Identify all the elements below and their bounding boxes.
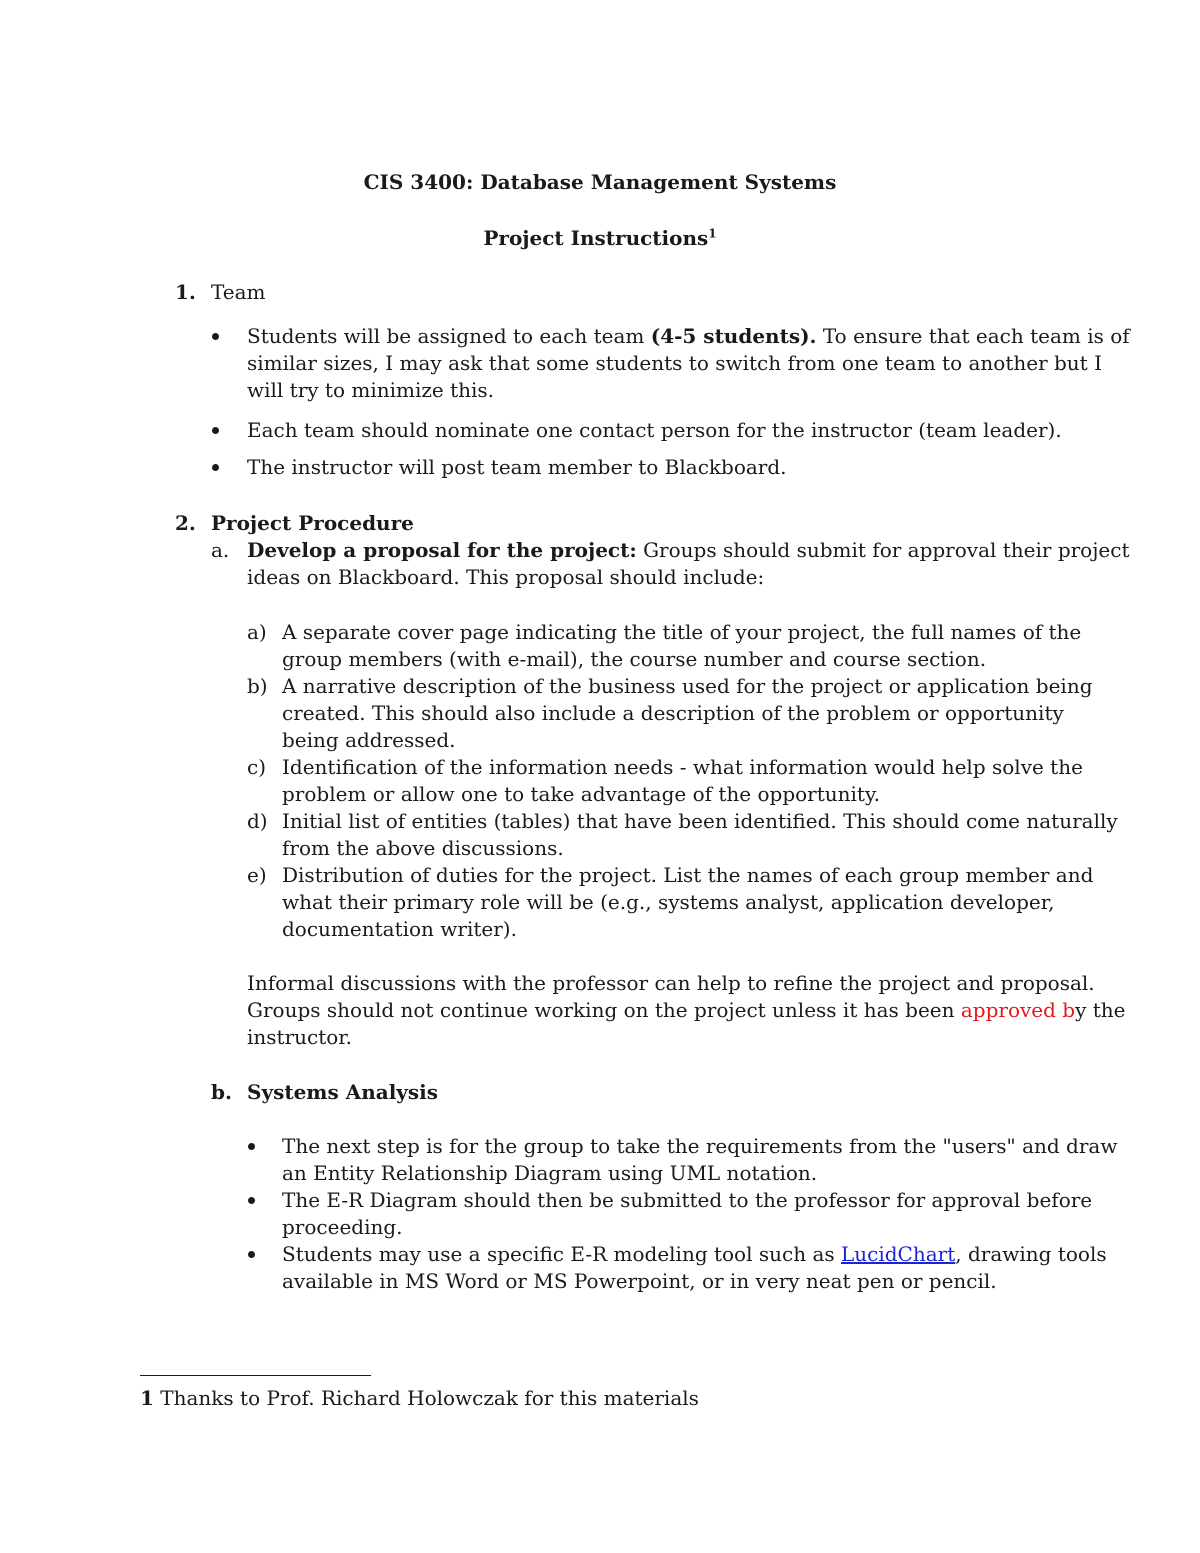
section-1-bullet-2: Each team should nominate one contact person for the instructor (team leader). xyxy=(247,418,1062,442)
footnote-number: 1 xyxy=(140,1386,154,1410)
item-a-line-2: group members (with e-mail), the course number and course section. xyxy=(282,647,987,671)
footnote-ref[interactable]: 1 xyxy=(708,226,717,241)
section-1-bullet-1-line-1: Students will be assigned to each team (4-5 students). To ensure that each team is of xyxy=(247,324,1130,348)
item-d-line-2: from the above discussions. xyxy=(282,836,564,860)
part-a-lead-line-2: ideas on Blackboard. This proposal should include: xyxy=(247,565,765,589)
item-c-marker: c) xyxy=(247,755,267,779)
item-b-line-3: being addressed. xyxy=(282,728,456,752)
item-e-line-1: Distribution of duties for the project. List the names of each group member and xyxy=(282,863,1094,887)
item-e-line-3: documentation writer). xyxy=(282,917,517,941)
part-b-heading: Systems Analysis xyxy=(247,1080,439,1104)
item-e-marker: e) xyxy=(247,863,267,887)
item-a-marker: a) xyxy=(247,620,267,644)
item-b-line-1: A narrative description of the business used for the project or application being xyxy=(282,674,1093,698)
section-1-number: 1. xyxy=(175,280,196,304)
section-2-heading: Project Procedure xyxy=(211,511,414,535)
item-b-line-2: created. This should also include a description of the problem or opportunity xyxy=(282,701,1064,725)
section-2-number: 2. xyxy=(175,511,196,535)
closing-line-2: Groups should not continue working on the project unless it has been approved by the xyxy=(247,998,1126,1022)
part-b-bullet-3-line-2: available in MS Word or MS Powerpoint, or in very neat pen or pencil. xyxy=(282,1269,997,1293)
footnote-separator xyxy=(140,1375,371,1376)
part-b-bullet-2-line-2: proceeding. xyxy=(282,1215,403,1239)
item-d-marker: d) xyxy=(247,809,268,833)
part-b-marker: b. xyxy=(211,1080,232,1104)
subtitle-text: Project Instructions xyxy=(483,226,709,250)
lucidchart-link[interactable]: LucidChart xyxy=(840,1242,956,1266)
document-title: CIS 3400: Database Management Systems xyxy=(363,170,837,194)
bullet-icon xyxy=(248,1251,255,1258)
footnote xyxy=(140,1385,699,1412)
section-1-bullet-1-line-2: similar sizes, I may ask that some students to switch from one team to another but I xyxy=(247,351,1102,375)
section-1-bullet-1-line-3: will try to minimize this. xyxy=(247,378,495,402)
section-1-heading: Team xyxy=(211,280,266,304)
bullet-icon xyxy=(212,464,219,471)
part-b-bullet-1-line-1: The next step is for the group to take the requirements from the "users" and draw xyxy=(282,1134,1118,1158)
item-d-line-1: Initial list of entities (tables) that have been identified. This should come naturally xyxy=(282,809,1118,833)
item-e-line-2: what their primary role will be (e.g., systems analyst, application developer, xyxy=(282,890,1055,914)
item-b-marker: b) xyxy=(247,674,268,698)
closing-line-1: Informal discussions with the professor can help to refine the project and proposal. xyxy=(247,971,1095,995)
part-b-bullet-3-line-1: Students may use a specific E-R modeling tool such as LucidChart, drawing tools xyxy=(282,1242,1107,1266)
part-b-bullet-2-line-1: The E-R Diagram should then be submitted to the professor for approval before xyxy=(282,1188,1093,1212)
part-b-bullet-1-line-2: an Entity Relationship Diagram using UML notation. xyxy=(282,1161,818,1185)
bullet-icon xyxy=(212,333,219,340)
item-c-line-1: Identification of the information needs - what information would help solve the xyxy=(282,755,1083,779)
item-c-line-2: problem or allow one to take advantage of the opportunity. xyxy=(282,782,880,806)
part-a-lead: Develop a proposal for the project: Groups should submit for approval their project xyxy=(247,538,1130,562)
bullet-icon xyxy=(212,427,219,434)
bullet-icon xyxy=(248,1197,255,1204)
document-subtitle xyxy=(0,226,1200,250)
approved-highlight: approved b xyxy=(960,998,1076,1022)
part-a-marker: a. xyxy=(211,538,230,562)
footnote-text: Thanks to Prof. Richard Holowczak for this materials xyxy=(153,1386,699,1410)
section-1-bullet-3: The instructor will post team member to Blackboard. xyxy=(247,455,787,479)
closing-line-3: instructor. xyxy=(247,1025,353,1049)
bullet-icon xyxy=(248,1143,255,1150)
item-a-line-1: A separate cover page indicating the title of your project, the full names of the xyxy=(282,620,1082,644)
